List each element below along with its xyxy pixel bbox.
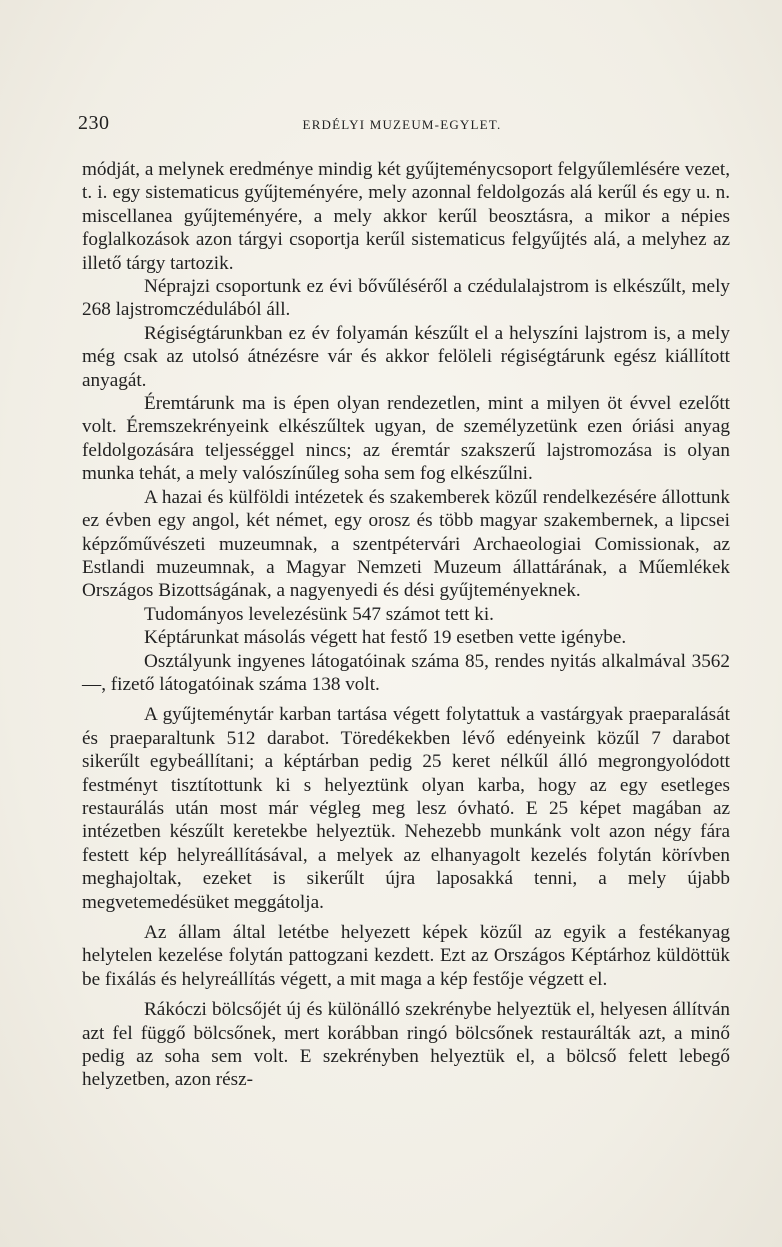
paragraph-state-paintings: Az állam által letétbe helyezett képek közűl az egyik a festékanyag helytelen kezelése folytán pattogzani kezdett. Ezt az Országos Képtárhoz küldöttük be fixálás és helyreállítás végett, a mit maga a kép festője végzett el. bbox=[82, 922, 730, 990]
paragraph-continuation: módját, a melynek eredménye mindig két gyűjteménycsoport felgyűlemlésére vezet, t. i. egy sistematicus gyűjteményére, mely azonnal feldolgozás alá kerűl és egy u. n. miscellanea gyűjteményére, a mely akkor kerűl beosztásra, a mikor a népies foglalkozások azon tárgyi csoportja kerűl sistematicus felgyűjtés alá, a melyhez az illető tárgy tartozik. bbox=[82, 159, 730, 274]
paragraph-rakoczi-cradle: Rákóczi bölcsőjét új és különálló szekrénybe helyeztük el, helyesen állítván azt fel függő bölcsőnek, mert korábban ringó bölcsőnek restaurálták azt, a minő pedig az soha sem volt. E szekrényben helyeztük el, a bölcső felett lebegő helyzetben, azon rész- bbox=[82, 999, 730, 1091]
paragraph-institutions: A hazai és külföldi intézetek és szakemberek közűl rendelkezésére állottunk ez évben egy angol, két német, egy orosz és több magyar szakembernek, a lipcsei képzőművészeti muzeumnak, a szentpétervári Archaeologiai Comissionak, az Estlandi muzeumnak, a Magyar Nemzeti Muzeum állattárának, a Műemlékek Országos Bizottságának, a nagyenyedi és dési gyűjteményeknek. bbox=[82, 486, 730, 602]
page-header bbox=[78, 112, 726, 142]
paragraph-coin-collection: Éremtárunk ma is épen olyan rendezetlen, mint a milyen öt évvel ezelőtt volt. Éremszekrényeink elkészűltek ugyan, de személyzetünk ezen óriási anyag feldolgozására teljességgel nincs; az éremtár szakszerű lajstromozása is olyan munka tehát, a mely valószínűleg soha sem fog elkészűlni. bbox=[82, 393, 730, 485]
paragraph-antiquities: Régiségtárunkban ez év folyamán készűlt el a helyszíni lajstrom is, a mely még csak az utolsó átnézésre vár és akkor felöleli régiségtárunk egész kiállított anyagát. bbox=[82, 322, 730, 391]
paragraph-copying: Képtárunkat másolás végett hat festő 19 esetben vette igénybe. bbox=[144, 627, 627, 649]
running-head: ERDÉLYI MUZEUM-EGYLET. bbox=[302, 117, 502, 132]
paragraph-conservation: A gyűjteménytár karban tartása végett folytattuk a vastárgyak praeparalását és praeparaltunk 512 darabot. Töredékekben lévő edényeink közűl 7 darabot sikerűlt egybeállítani; a képtárban pedig 25 keret nélkűl álló megrongyolódott festményt tisztítottunk ki s helyeztünk olyan karba, hogy az egy esetleges restaurálás után most már végleg meg lesz óvható. E 25 képet magában az intézetben készűlt keretekbe helyeztük. Nehezebb munkánk volt azon négy fára festett kép helyreállításával, a melyek az elhanyagolt kezelés folytán körívben meghajoltak, ezeket is sikerűlt újra laposakká tenni, a mely újabb megvetemedésüket meggátolja. bbox=[82, 704, 730, 913]
paragraph-ethnography: Néprajzi csoportunk ez évi bővűléséről a czédulalajstrom is elkészűlt, mely 268 lajstromczédulából áll. bbox=[82, 276, 730, 321]
paragraph-visitors: Osztályunk ingyenes látogatóinak száma 85, rendes nyitás alkalmával 3562 —, fizető látogatóinak száma 138 volt. bbox=[82, 650, 730, 695]
paragraph-correspondence: Tudományos levelezésünk 547 számot tett ki. bbox=[144, 603, 494, 625]
body-text bbox=[82, 158, 730, 1092]
page-number: 230 bbox=[78, 112, 110, 134]
